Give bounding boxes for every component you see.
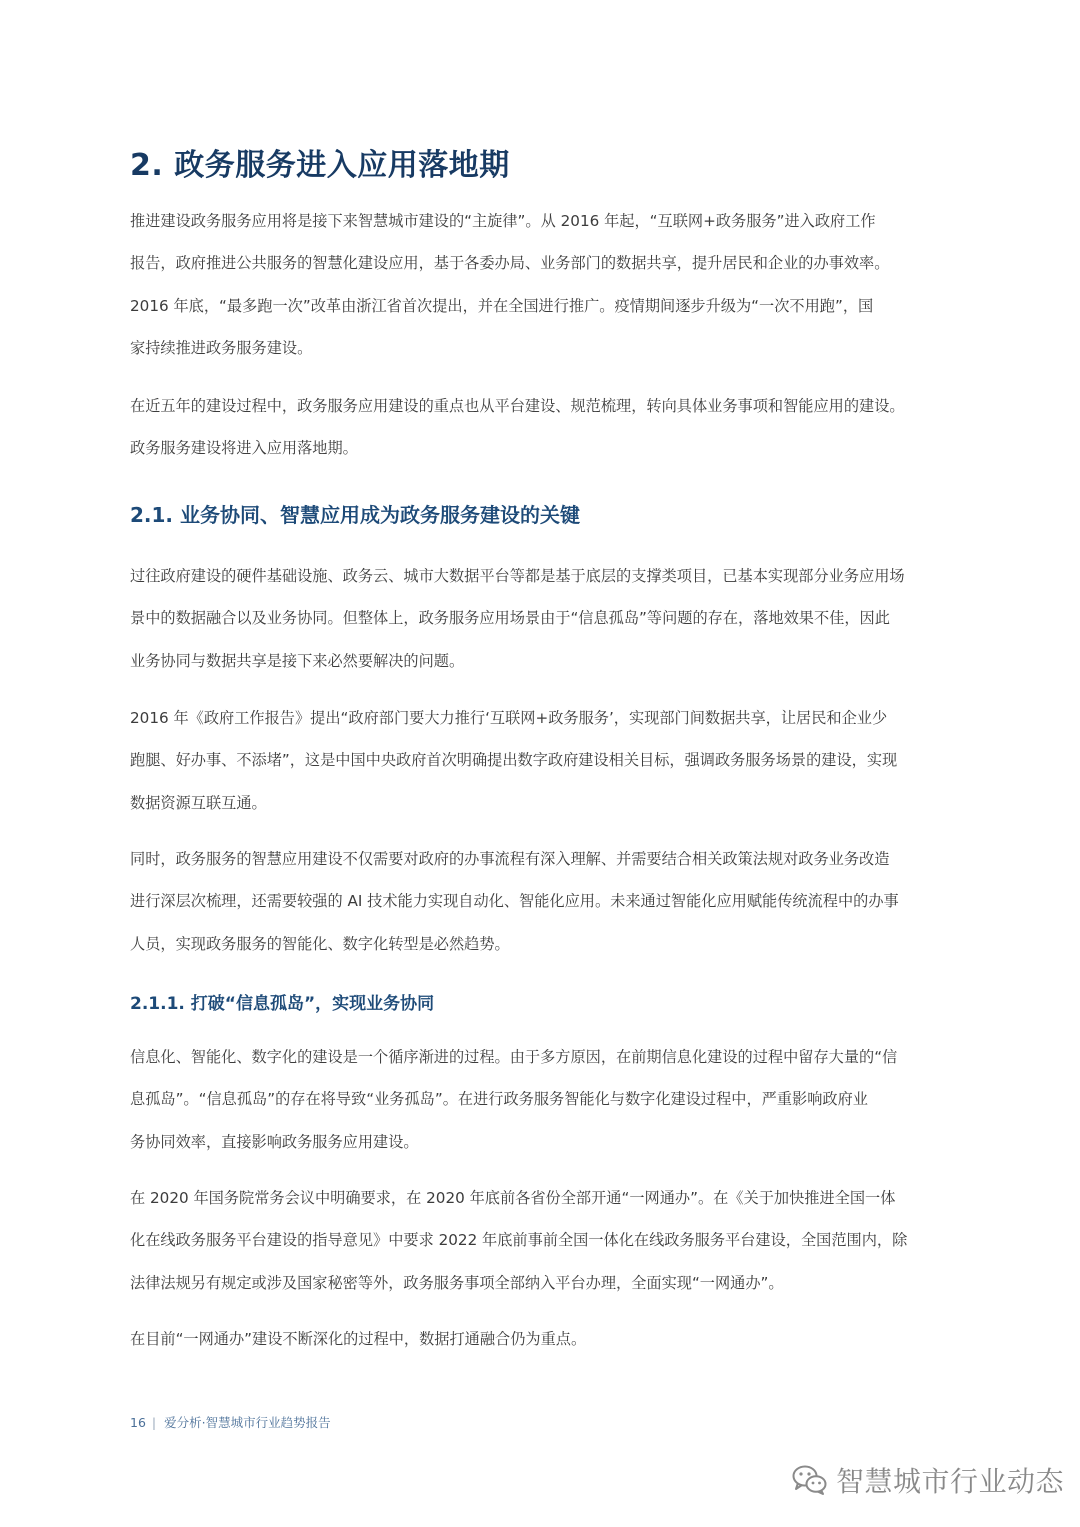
subsubsection-title: 2.1.1. 打破“信息孤岛”，实现业务协同 <box>130 994 435 1014</box>
text-line: 同时，政务服务的智慧应用建设不仅需要对政府的办事流程有深入理解、并需要结合相关政策法规对政务业务改造 <box>130 850 890 868</box>
text-line: 数据资源互联互通。 <box>130 793 267 812</box>
text-line: 推进建设政务服务应用将是接下来智慧城市建设的“主旋律”。从 2016 年起，“互联网+政务服务”进入政府工作 <box>130 212 876 230</box>
subsection-paragraph-2 <box>130 697 954 824</box>
text-line: 景中的数据融合以及业务协同。但整体上，政务服务应用场景由于“信息孤岛”等问题的存在，落地效果不佳，因此 <box>130 609 890 628</box>
intro-paragraph-1 <box>130 200 954 369</box>
watermark-text: 智慧城市行业动态 <box>836 1465 1065 1498</box>
text-line: 化在线政务服务平台建设的指导意见》中要求 2022 年底前事前全国一体化在线政务服务平台建设，全国范围内，除 <box>130 1231 908 1250</box>
intro-paragraph-2 <box>130 385 954 470</box>
text-line: 业务协同与数据共享是接下来必然要解决的问题。 <box>130 651 465 670</box>
subsubsection-paragraph-2 <box>130 1177 954 1304</box>
text-line: 报告，政府推进公共服务的智慧化建设应用，基于各委办局、业务部门的数据共享，提升居民和企业的办事效率。 <box>130 254 890 273</box>
subsection-title: 2.1. 业务协同、智慧应用成为政务服务建设的关键 <box>130 503 580 527</box>
text-line: 跑腿、好办事、不添堵”，这是中国中央政府首次明确提出数字政府建设相关目标，强调政务服务场景的建设，实现 <box>130 751 898 770</box>
subsection-paragraph-3 <box>130 838 954 965</box>
page-footer <box>130 1413 331 1431</box>
text-line: 息孤岛”。“信息孤岛”的存在将导致“业务孤岛”。在进行政务服务智能化与数字化建设过程中，严重影响政府业 <box>130 1090 868 1109</box>
text-line: 在 2020 年国务院常务会议中明确要求，在 2020 年底前各省份全部开通“一网通办”。在《关于加快推进全国一体 <box>130 1189 896 1207</box>
text-line: 2016 年《政府工作报告》提出“政府部门要大力推行‘互联网+政务服务’，实现部门间数据共享，让居民和企业少 <box>130 709 888 727</box>
page-number: 16 <box>130 1415 146 1430</box>
text-line: 过往政府建设的硬件基础设施、政务云、城市大数据平台等都是基于底层的支撑类项目，已基本实现部分业务应用场 <box>130 567 905 585</box>
subsubsection-paragraph-3 <box>130 1318 954 1360</box>
text-line: 家持续推进政务服务建设。 <box>130 338 313 357</box>
text-line: 在近五年的建设过程中，政务服务应用建设的重点也从平台建设、规范梳理，转向具体业务事项和智能应用的建设。 <box>130 397 905 415</box>
wechat-icon <box>792 1464 828 1496</box>
text-line: 信息化、智能化、数字化的建设是一个循序渐进的过程。由于多方原因，在前期信息化建设的过程中留存大量的“信 <box>130 1048 898 1066</box>
subsubsection-paragraph-1 <box>130 1036 954 1163</box>
text-line: 2016 年底，“最多跑一次”改革由浙江省首次提出，并在全国进行推广。疫情期间逐步升级为“一次不用跑”，国 <box>130 296 874 315</box>
text-line: 政务服务建设将进入应用落地期。 <box>130 439 358 458</box>
report-name: 爱分析·智慧城市行业趋势报告 <box>164 1415 331 1430</box>
watermark <box>792 1458 1064 1502</box>
text-line: 法律法规另有规定或涉及国家秘密等外，政务服务事项全部纳入平台办理，全面实现“一网通办”。 <box>130 1273 784 1292</box>
text-line: 在目前“一网通办”建设不断深化的过程中，数据打通融合仍为重点。 <box>130 1330 587 1348</box>
footer-separator: | <box>151 1415 157 1430</box>
section-title: 2. 政务服务进入应用落地期 <box>130 148 510 183</box>
text-line: 务协同效率，直接影响政务服务应用建设。 <box>130 1132 419 1151</box>
text-line: 进行深层次梳理，还需要较强的 AI 技术能力实现自动化、智能化应用。未来通过智能化应用赋能传统流程中的办事 <box>130 892 899 911</box>
subsection-paragraph-1 <box>130 555 954 682</box>
text-line: 人员，实现政务服务的智能化、数字化转型是必然趋势。 <box>130 934 510 953</box>
